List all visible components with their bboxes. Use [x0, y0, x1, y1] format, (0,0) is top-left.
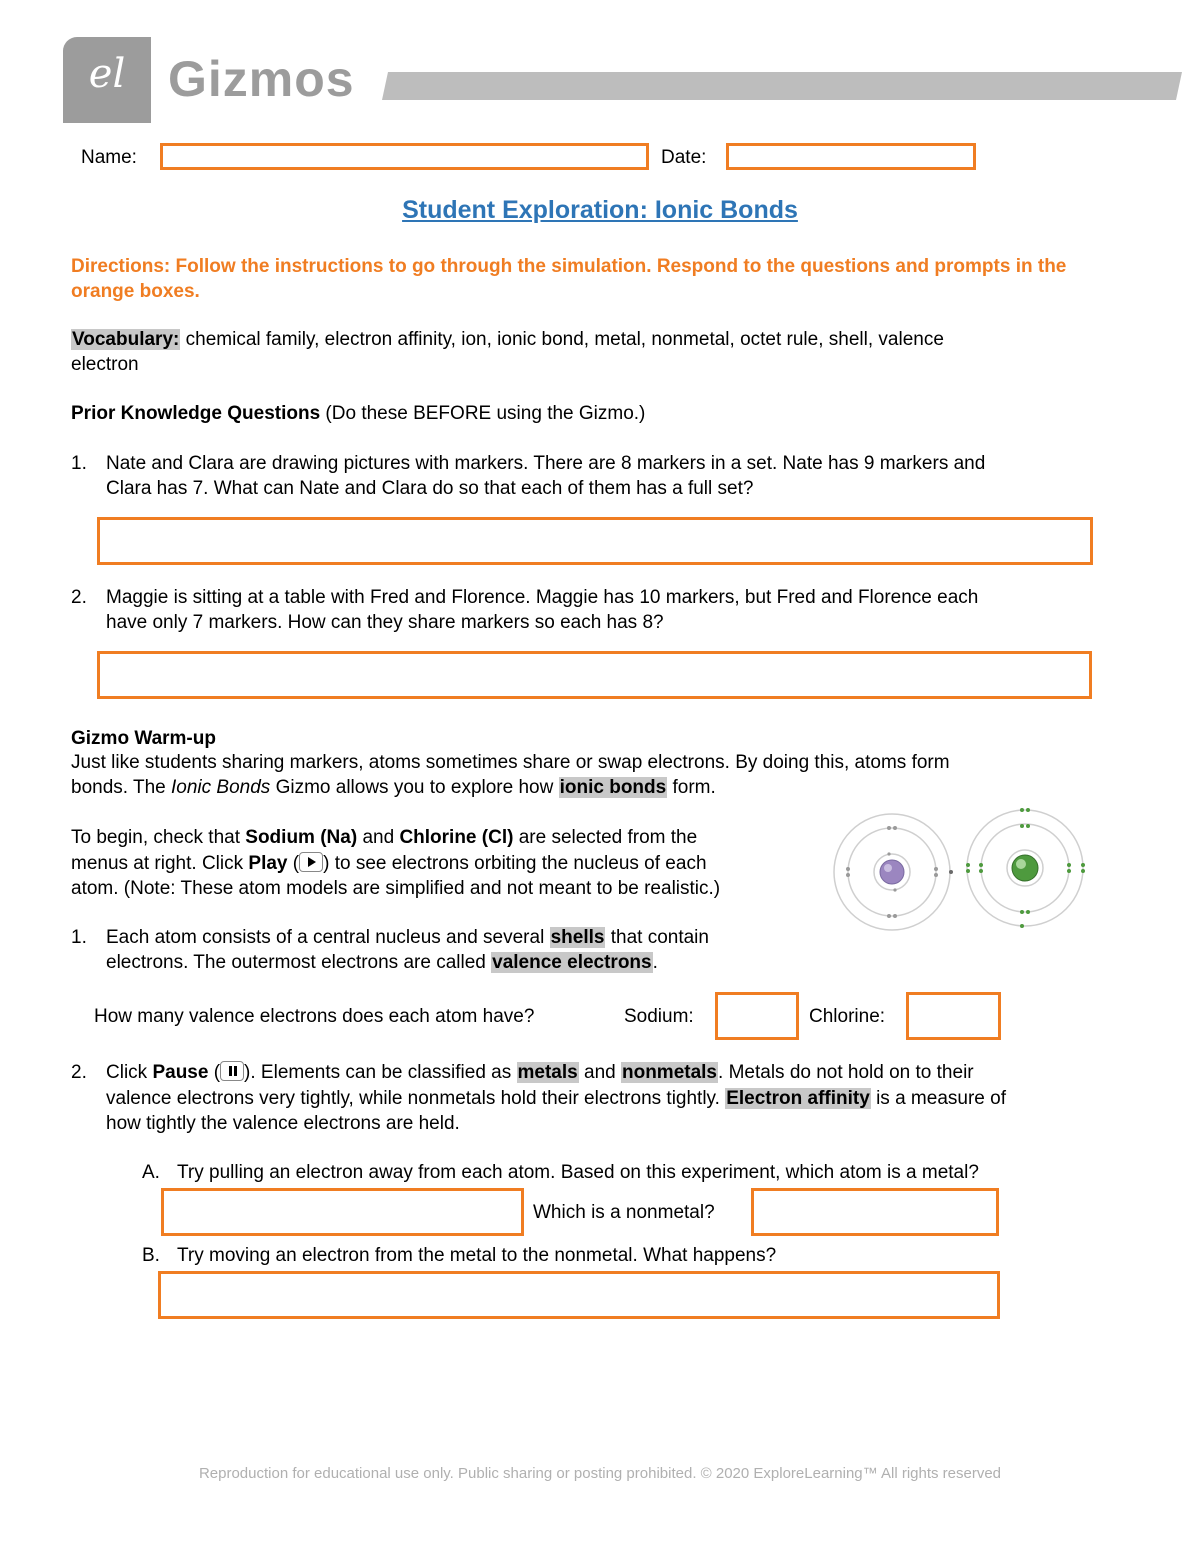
text-span: form. — [667, 777, 716, 798]
logo-mark-text: el — [88, 51, 126, 97]
header-decorative-bar — [382, 72, 1182, 100]
pk-q1-line-2: Clara has 7. What can Nate and Clara do so that each of them has a full set? — [106, 478, 754, 499]
valence-question: How many valence electrons does each atom have? — [94, 1006, 535, 1027]
text-span: Click — [106, 1062, 153, 1083]
wu-q1-number: 1. — [71, 927, 87, 948]
footer-copyright: Reproduction for educational use only. Public sharing or posting prohibited. © 2020 ExploreLearning™ All rights reserved — [198, 1465, 1002, 1482]
text-span: are selected from the — [513, 827, 698, 848]
vocabulary-terms: chemical family, electron affinity, ion, ionic bond, metal, nonmetal, octet rule, shell, valence — [180, 329, 944, 350]
chlorine-bold: Chlorine (Cl) — [399, 827, 514, 848]
nonmetal-answer-box[interactable] — [751, 1188, 999, 1236]
part-b-text: Try moving an electron from the metal to the nonmetal. What happens? — [177, 1245, 777, 1266]
pause-icon — [220, 1061, 244, 1081]
prior-knowledge-note: (Do these BEFORE using the Gizmo.) — [320, 403, 646, 424]
term-electron-affinity: Electron affinity — [726, 1088, 870, 1109]
wu-q2-line-1 — [106, 1060, 974, 1085]
pause-bold: Pause — [152, 1062, 209, 1083]
part-b-letter: B. — [142, 1245, 160, 1266]
sodium-answer-box[interactable] — [715, 992, 799, 1040]
text-span: ( — [208, 1062, 221, 1083]
text-span: Each atom consists of a central nucleus and several — [106, 927, 550, 948]
part-b-answer-box[interactable] — [158, 1271, 1000, 1319]
wu-q2-line-3: how tightly the valence electrons are held. — [106, 1113, 460, 1134]
warmup-p2-line-1 — [71, 825, 697, 850]
term-nonmetals: nonmetals — [621, 1062, 718, 1083]
metal-answer-box[interactable] — [161, 1188, 524, 1236]
term-metals: metals — [517, 1062, 578, 1083]
text-span: ). Elements can be classified as — [244, 1062, 517, 1083]
text-span: Gizmo allows you to explore how — [270, 777, 559, 798]
text-span: menus at right. Click — [71, 853, 249, 874]
text-span: valence electrons very tightly, while nonmetals hold their electrons tightly. — [106, 1088, 726, 1109]
pk-q2-answer-box[interactable] — [97, 651, 1092, 699]
pk-q2-line-2: have only 7 markers. How can they share markers so each has 8? — [106, 612, 664, 633]
nonmetal-label: Which is a nonmetal? — [533, 1202, 715, 1223]
prior-knowledge-heading — [71, 401, 645, 426]
play-bold: Play — [248, 853, 288, 874]
directions-text: Directions: Follow the instructions to go through the simulation. Respond to the questions and prompts in the orange boxes. — [71, 256, 1067, 302]
wu-q2-number: 2. — [71, 1062, 87, 1083]
warmup-p2-line-3: atom. (Note: These atom models are simplified and not meant to be realistic.) — [71, 878, 721, 899]
part-a-letter: A. — [142, 1162, 160, 1183]
play-icon — [299, 852, 323, 872]
page-title: Student Exploration: Ionic Bonds — [402, 196, 798, 224]
warmup-p1-line-1: Just like students sharing markers, atoms sometimes share or swap electrons. By doing this, atoms form — [71, 752, 950, 773]
gizmos-logo-text: Gizmos — [168, 51, 355, 107]
wu-q2-line-2 — [106, 1086, 1006, 1111]
chlorine-answer-box[interactable] — [906, 992, 1001, 1040]
name-field[interactable] — [160, 143, 649, 170]
text-span: To begin, check that — [71, 827, 246, 848]
warmup-heading: Gizmo Warm-up — [71, 728, 216, 749]
wu-q1-line-1 — [106, 925, 709, 950]
vocabulary-line-2: electron — [71, 354, 139, 375]
wu-q1-line-2 — [106, 950, 658, 975]
pk-q2-line-1: Maggie is sitting at a table with Fred and Florence. Maggie has 10 markers, but Fred and Florence each — [106, 587, 979, 608]
sodium-nucleus — [880, 860, 904, 884]
text-span: ) to see electrons orbiting the nucleus of each — [323, 853, 707, 874]
part-a-text: Try pulling an electron away from each atom. Based on this experiment, which atom is a metal? — [177, 1162, 979, 1183]
prior-knowledge-title: Prior Knowledge Questions — [71, 403, 321, 424]
text-span: . Metals do not hold on to their — [718, 1062, 974, 1083]
text-span: electrons. The outermost electrons are called — [106, 952, 492, 973]
name-label: Name: — [81, 147, 137, 168]
chlorine-label: Chlorine: — [809, 1006, 886, 1027]
vocabulary-label: Vocabulary: — [72, 329, 180, 350]
pk-q2-number: 2. — [71, 587, 87, 608]
sodium-bold: Sodium (Na) — [245, 827, 358, 848]
vocabulary-line-1 — [71, 327, 944, 352]
term-shells: shells — [550, 927, 605, 948]
pk-q1-answer-box[interactable] — [97, 517, 1093, 565]
gizmos-logo-mark — [63, 37, 151, 123]
warmup-p2-line-2 — [71, 851, 707, 876]
term-valence-electrons: valence electrons — [492, 952, 652, 973]
text-span: that contain — [605, 927, 709, 948]
sodium-label: Sodium: — [624, 1006, 694, 1027]
text-span: bonds. The — [71, 777, 172, 798]
chlorine-nucleus — [1012, 855, 1038, 881]
pk-q1-number: 1. — [71, 453, 87, 474]
gizmo-name: Ionic Bonds — [171, 777, 271, 798]
text-span: ( — [287, 853, 300, 874]
date-field[interactable] — [726, 143, 976, 170]
term-ionic-bonds: ionic bonds — [559, 777, 667, 798]
text-span: . — [652, 952, 658, 973]
text-span: and — [357, 827, 400, 848]
text-span: is a measure of — [870, 1088, 1006, 1109]
date-label: Date: — [661, 147, 707, 168]
warmup-p1-line-2 — [71, 775, 716, 800]
atom-models-diagram — [830, 800, 1095, 940]
text-span: and — [578, 1062, 621, 1083]
pk-q1-line-1: Nate and Clara are drawing pictures with markers. There are 8 markers in a set. Nate has 9 markers and — [106, 453, 986, 474]
